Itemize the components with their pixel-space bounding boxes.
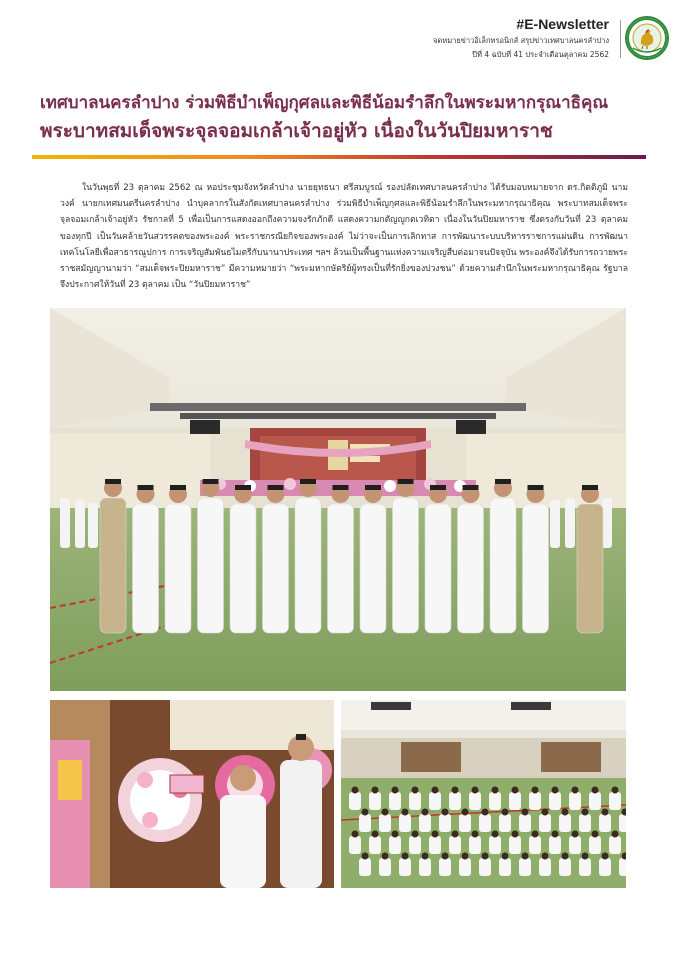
newsletter-subtitle: จดหมายข่าวอิเล็กทรอนิกส์ สรุปข่าวเทศบาลนครลำปาง — [433, 36, 609, 45]
newsletter-issue: ปีที่ 4 ฉบับที่ 41 ประจำเดือนตุลาคม 2562 — [472, 50, 609, 59]
municipality-seal-icon — [625, 16, 669, 60]
wreath-photo — [50, 700, 334, 888]
group-photo — [50, 308, 626, 691]
assembly-photo — [341, 700, 626, 888]
article-body — [60, 180, 628, 293]
gradient-divider — [32, 155, 646, 159]
headline-line-2: พระบาทสมเด็จพระจุลจอมเกล้าเจ้าอยู่หัว เนื่องในวันปิยมหาราช — [40, 120, 553, 142]
newsletter-title: #E-Newsletter — [516, 16, 609, 32]
headline-line-1: เทศบาลนครลำปาง ร่วมพิธีบำเพ็ญกุศลและพิธีน้อมรำลึกในพระมหากรุณาธิคุณ — [40, 93, 609, 113]
article-headline — [40, 90, 650, 146]
header-divider — [620, 20, 621, 58]
article-paragraph: ในวันพุธที่ 23 ตุลาคม 2562 ณ หอประชุมจังหวัดลำปาง นายยุทธนา ศรีสมบูรณ์ รองปลัดเทศบาลนครลำปาง ได้รับมอบหมายจาก ดร.กิตติภูมิ นามวงค์ นายกเทศมนตรีนครลำปาง นำบุคลากรในสังกัดเทศบาลนครลำปาง ร่วมพิธีบำเพ็ญกุศลและพิธีน้อมรำลึกในพระมหากรุณาธิคุณ พระบาทสมเด็จพระจุลจอมเกล้าเจ้าอยู่หัว รัชกาลที่ 5 เพื่อเป็นการแสดงออกถึงความจงรักภักดี แสดงความกตัญญูกตเวทิตา เนื่องในวันปิยมหาราช ซึ่งตรงกับวันที่ 23 ตุลาคมของทุกปี เป็นวันคล้ายวันสวรรคตของพระองค์ พระราชกรณียกิจของพระองค์ ไม่ว่าจะเป็นการเลิกทาส การพัฒนาระบบบริหารราชการแผ่นดิน การพัฒนาเทคโนโลยีเพื่อสาธารณูปการ การเจริญสัมพันธไมตรีกับนานาประเทศ ฯลฯ ล้วนเป็นพื้นฐานแห่งความเจริญสืบต่อมาจนปัจจุบัน พระองค์จึงได้รับการถวายพระราชสมัญญานามว่า “สมเด็จพระปิยมหาราช” มีความหมายว่า “พระมหากษัตริย์ผู้ทรงเป็นที่รักยิ่งของปวงชน” ด้วยความสำนึกในพระมหากรุณาธิคุณ รัฐบาลจึงประกาศให้วันที่ 23 ตุลาคม เป็น “วันปิยมหาราช” — [60, 183, 628, 291]
newsletter-header — [433, 16, 609, 61]
